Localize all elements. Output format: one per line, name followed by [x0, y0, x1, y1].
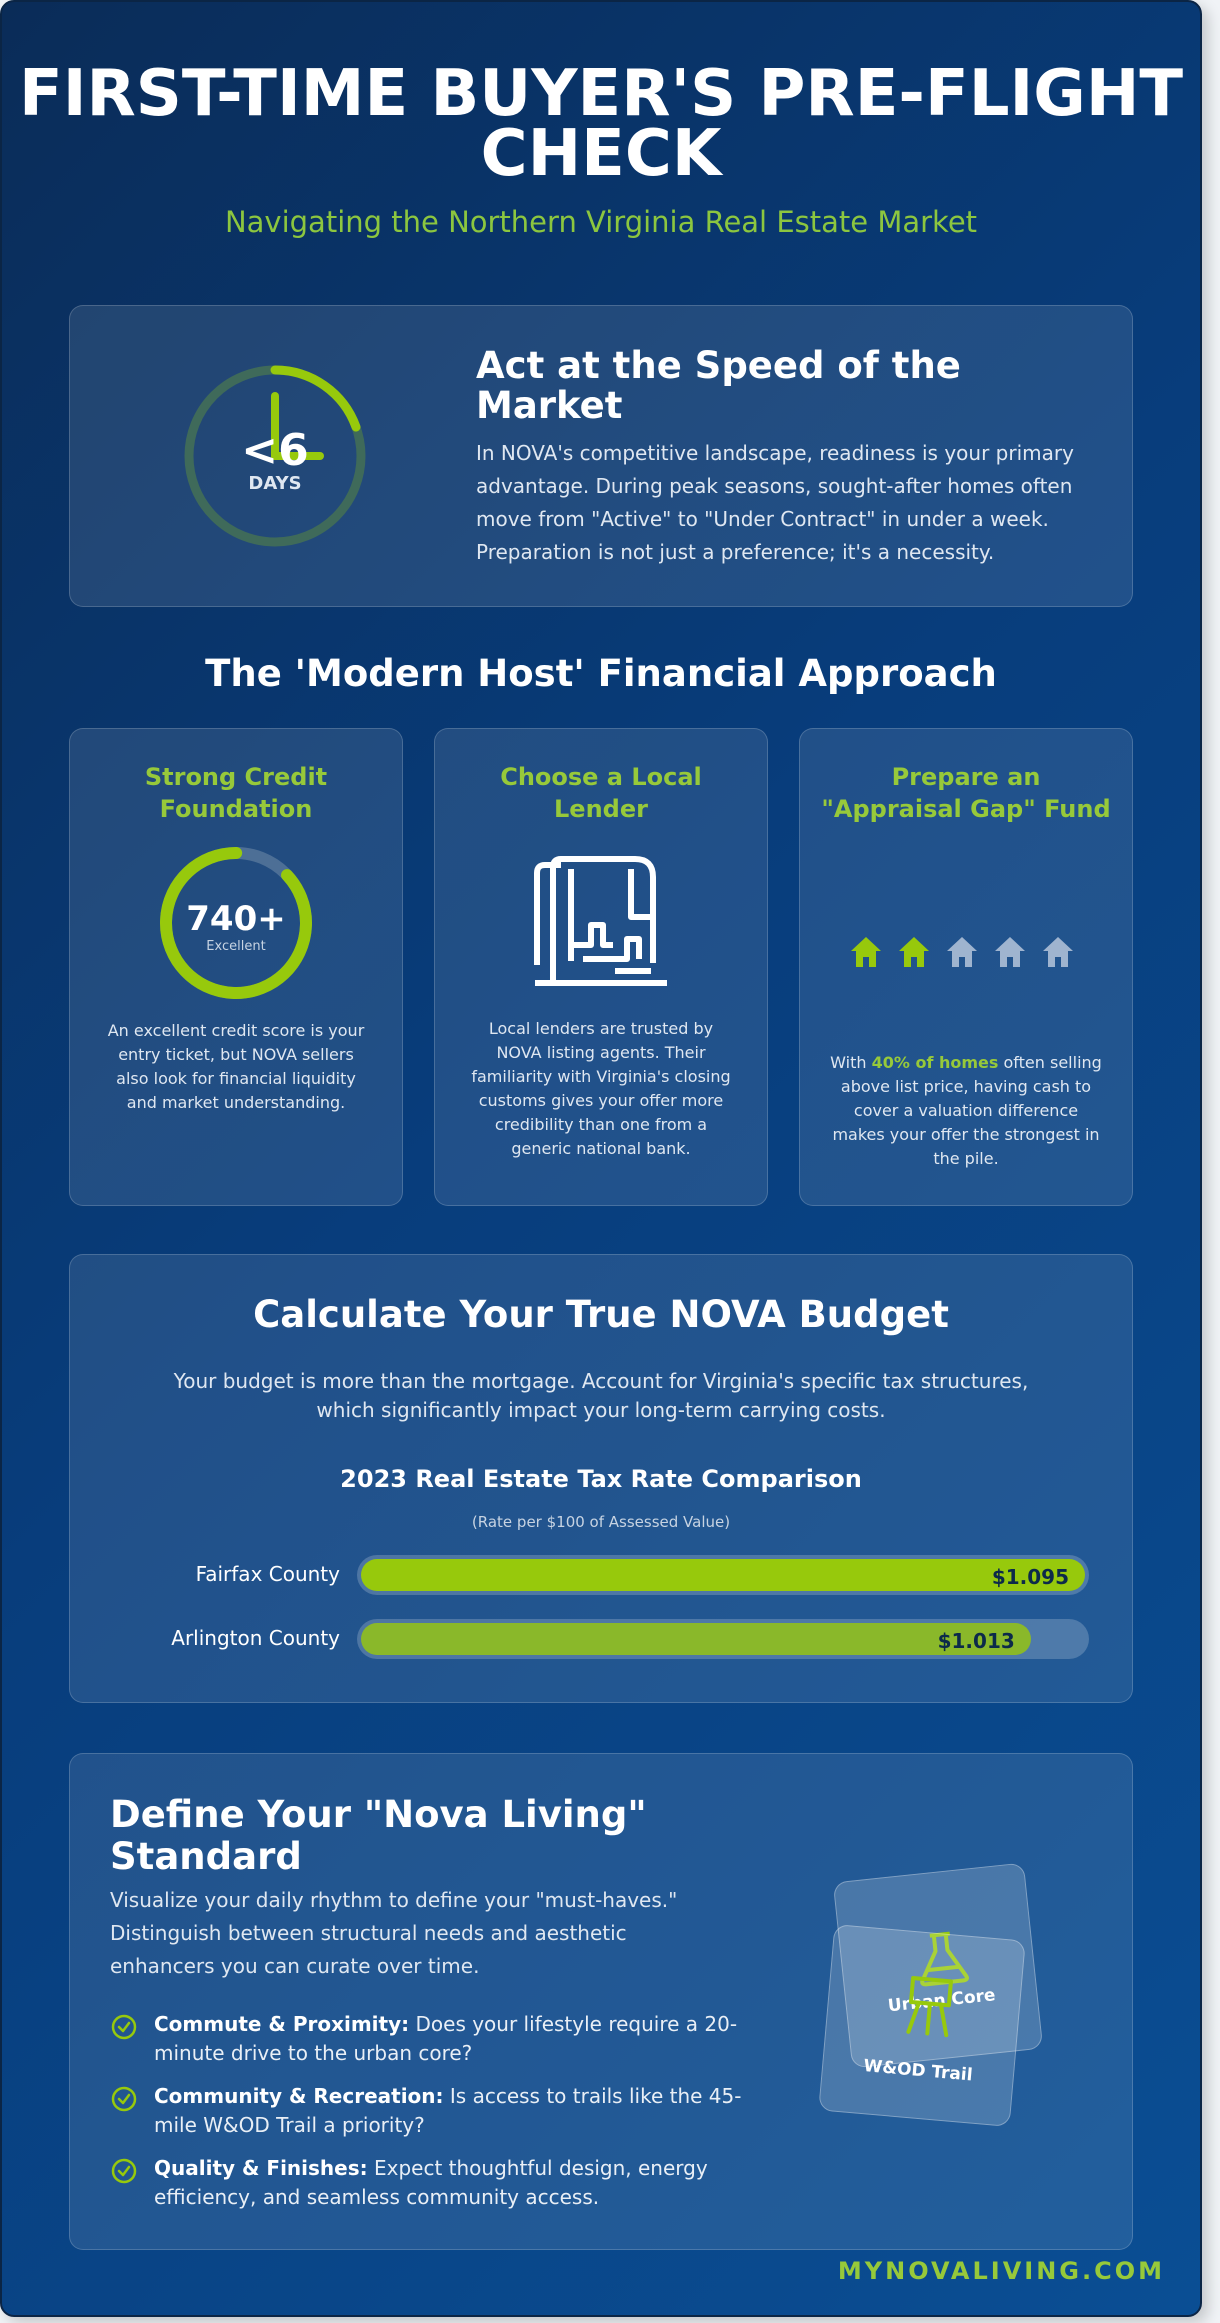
- check-circle-icon: [110, 2085, 138, 2113]
- bar-label: Arlington County: [171, 1626, 340, 1650]
- check-circle-icon: [110, 2013, 138, 2041]
- checklist-item-bold: Commute & Proximity:: [154, 2012, 410, 2036]
- clock-unit: DAYS: [248, 473, 302, 494]
- clock-value: <6: [241, 425, 309, 476]
- house-row: [850, 935, 1082, 971]
- house-icon: [898, 935, 930, 969]
- credit-gauge: [156, 843, 316, 1003]
- page-subtitle: Navigating the Northern Virginia Real Estate Market: [224, 205, 978, 239]
- house-icon: [994, 935, 1026, 969]
- check-circle-icon: [110, 2157, 138, 2185]
- lender-card: [434, 728, 768, 1206]
- checklist-item-text: Expect thoughtful design, energy efficiency, and seamless community access.: [154, 2156, 708, 2209]
- bar-value-label: $1.013: [937, 1629, 1015, 1653]
- chart-subtitle: (Rate per $100 of Assessed Value): [471, 1513, 731, 1531]
- bar-value-label: $1.095: [991, 1565, 1069, 1589]
- chart-title: 2023 Real Estate Tax Rate Comparison: [340, 1465, 862, 1493]
- budget-card: [69, 1254, 1133, 1703]
- page-title: [2, 57, 1200, 191]
- living-body: Visualize your daily rhythm to define your "must-haves." Distinguish between structural needs and aesthetic enhancers you can curate over time.: [110, 1888, 678, 1978]
- bar: [361, 1559, 1085, 1591]
- house-icon: [850, 935, 882, 969]
- gap-title: Prepare an "Appraisal Gap" Fund: [821, 763, 1111, 823]
- easel-icon: [902, 1972, 957, 2040]
- urban-core-label: Urban Core: [886, 1985, 997, 2017]
- gap-body-highlight: 40% of homes: [871, 1053, 999, 1072]
- speed-title: Act at the Speed of the Market: [476, 344, 961, 427]
- credit-card: [69, 728, 403, 1206]
- house-icon: [1042, 935, 1074, 969]
- lender-title: Choose a Local Lender: [500, 763, 702, 823]
- gap-body-suffix: often selling above list price, having cash to cover a valuation difference makes your offer the strongest in the pile.: [832, 1053, 1102, 1168]
- living-card: [69, 1753, 1133, 2250]
- bar-track: [357, 1619, 1089, 1659]
- bar: [361, 1623, 1031, 1655]
- appraisal-gap-card: [799, 728, 1133, 1206]
- bar-track: [357, 1555, 1089, 1595]
- bank-building-icon: [531, 855, 671, 989]
- bar-row: [70, 1619, 1132, 1659]
- credit-title: Strong Credit Foundation: [144, 763, 328, 823]
- bar-label: Fairfax County: [195, 1562, 340, 1586]
- gap-body-prefix: With: [830, 1053, 872, 1072]
- credit-score-label: Excellent: [206, 939, 266, 954]
- checklist-item-text: Is access to trails like the 45-mile W&OD Trail a priority?: [154, 2084, 742, 2137]
- lender-body: Local lenders are trusted by NOVA listing agents. Their familiarity with Virginia's closing customs gives your offer more credibility than one from a generic national bank.: [471, 1019, 731, 1158]
- gap-body: [830, 1051, 1102, 1171]
- wod-trail-card: [818, 1924, 1026, 2127]
- title-line-2: CHECK: [480, 117, 722, 191]
- budget-title: Calculate Your True NOVA Budget: [253, 1293, 949, 1336]
- title-line-1: FIRST-TIME BUYER'S PRE-FLIGHT: [18, 57, 1184, 131]
- wod-trail-label: W&OD Trail: [862, 2056, 974, 2086]
- approach-heading: The 'Modern Host' Financial Approach: [205, 652, 997, 695]
- credit-score: 740+: [186, 899, 286, 939]
- checklist-item-bold: Community & Recreation:: [154, 2084, 444, 2108]
- speed-card: [69, 305, 1133, 607]
- budget-body: Your budget is more than the mortgage. Account for Virginia's specific tax structures, which significantly impact your long-term carrying costs.: [173, 1369, 1029, 1422]
- checklist-item-text: Does your lifestyle require a 20-minute drive to the urban core?: [154, 2012, 738, 2065]
- living-title: Define Your "Nova Living" Standard: [110, 1793, 647, 1878]
- speed-body: In NOVA's competitive landscape, readiness is your primary advantage. During peak seasons, sought-after homes often move from "Active" to "Under Contract" in under a week. Preparation is not just a preference; it's a necessity.: [476, 441, 1074, 564]
- credit-body: An excellent credit score is your entry ticket, but NOVA sellers also look for financial liquidity and market understanding.: [107, 1021, 365, 1112]
- clock-icon: [180, 361, 370, 551]
- bar-row: [70, 1555, 1132, 1595]
- house-icon: [946, 935, 978, 969]
- footer-brand: MYNOVALIVING.COM: [837, 2257, 1165, 2285]
- checklist-item-bold: Quality & Finishes:: [154, 2156, 368, 2180]
